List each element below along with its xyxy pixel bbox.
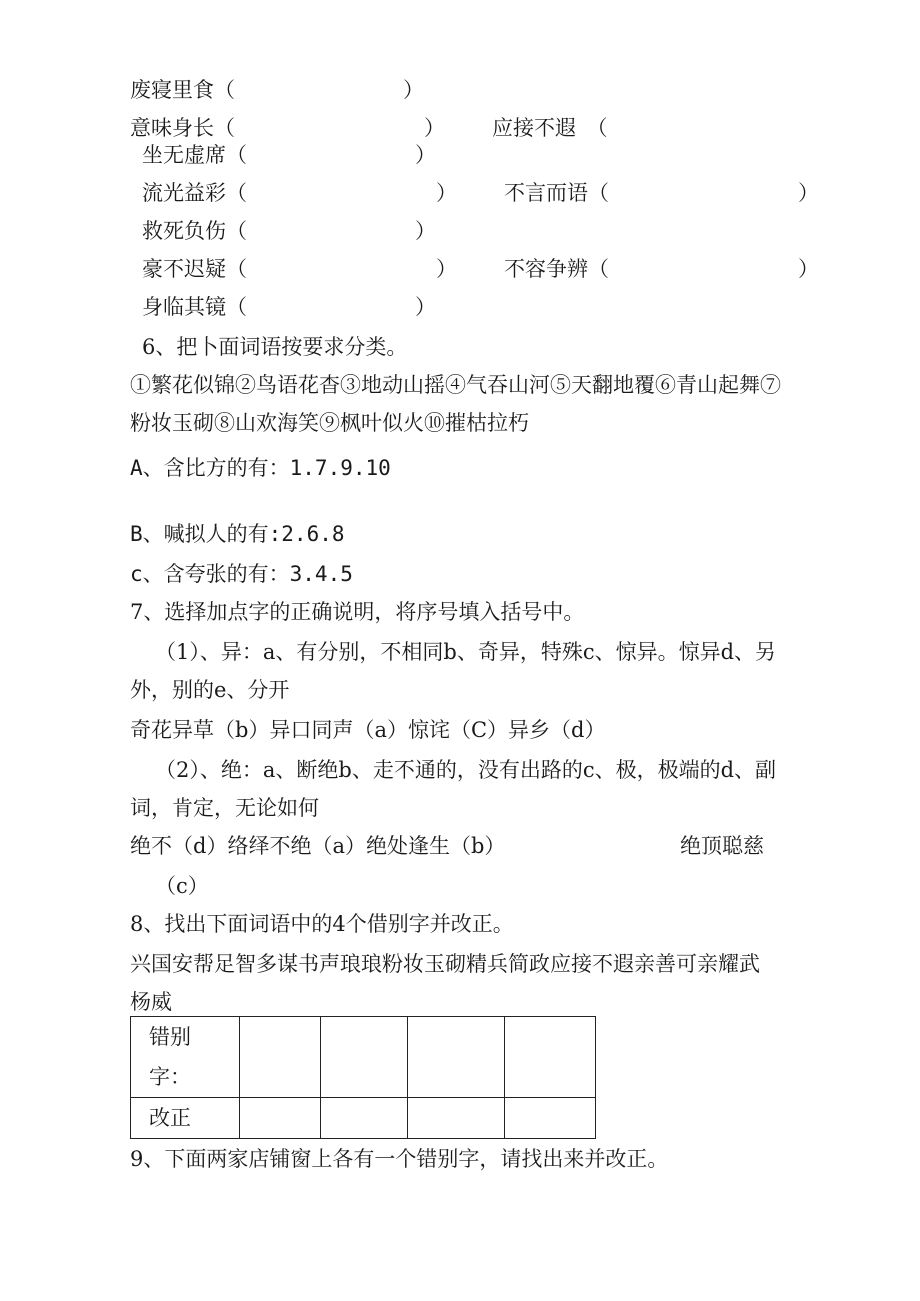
idiom-6b: 不容争辨（ ） — [504, 257, 819, 281]
correction-cell-4[interactable] — [505, 1098, 596, 1139]
q7-heading: 7、选择加点字的正确说明，将序号填入括号中。 — [130, 600, 585, 624]
q7-part2-line1: （2）、绝：a、断绝b、走不通的，没有出路的c、极，极端的d、副 — [155, 758, 777, 782]
q8-heading: 8、找出下面词语中的4个借别字并改正。 — [130, 912, 514, 936]
wrong-char-cell-2[interactable] — [321, 1017, 408, 1098]
q7-part2-answer-end: （c） — [155, 874, 209, 898]
q6-answer-b: B、喊拟人的有:2.6.8 — [130, 522, 345, 546]
correction-cell-3[interactable] — [408, 1098, 505, 1139]
q6-answer-c: c、含夸张的有：3.4.5 — [130, 562, 353, 586]
table-label-correction: 改正 — [131, 1098, 240, 1139]
correction-cell-1[interactable] — [240, 1098, 321, 1139]
wrong-char-cell-3[interactable] — [408, 1017, 505, 1098]
q7-part1-answer: 奇花异草（b）异口同声（a）惊诧（C）异乡（d） — [130, 718, 606, 742]
idiom-3: 坐无虚席（ ） — [142, 143, 436, 167]
wrong-char-cell-1[interactable] — [240, 1017, 321, 1098]
q8-line1: 兴国安帮足智多谋书声琅琅粉妆玉砌精兵简政应接不遐亲善可亲耀武 — [130, 952, 760, 976]
q7-part2-line2: 词，肯定，无论如何 — [130, 796, 319, 820]
q8-line2: 杨威 — [130, 990, 172, 1014]
correction-cell-2[interactable] — [321, 1098, 408, 1139]
q6-line2: 粉妆玉砌⑧山欢海笑⑨枫叶似火⑩摧枯拉朽 — [130, 411, 529, 435]
q6-heading: 6、把卜面词语按要求分类。 — [142, 335, 408, 359]
q9-heading: 9、下面两家店铺窗上各有一个错别字，请找出来并改正。 — [130, 1147, 669, 1171]
idiom-6a: 豪不迟疑（ ） — [142, 257, 457, 281]
idiom-1: 废寝里食（ ） — [130, 78, 424, 102]
idiom-4b: 不言而语（ ） — [504, 181, 819, 205]
idiom-2b: 应接不遐 （ — [492, 116, 608, 140]
idiom-2a: 意味身长（ ） — [130, 116, 445, 140]
q7-part2-answer: 绝不（d）络绎不绝（a）绝处逢生（b） — [130, 834, 506, 858]
idiom-5: 救死负伤（ ） — [142, 219, 436, 243]
q6-answer-a: A、含比方的有：1.7.9.10 — [130, 456, 391, 480]
q7-part1-line1: （1）、异：a、有分别，不相同b、奇异，特殊c、惊异。惊异d、另 — [155, 640, 777, 664]
correction-table — [130, 1016, 596, 1139]
wrong-char-cell-4[interactable] — [505, 1017, 596, 1098]
q7-part2-answer-right: 绝顶聪慈 — [680, 834, 764, 858]
q7-part1-line2: 外，别的e、分开 — [130, 678, 290, 702]
table-label-wrong-chars: 错别 字： — [131, 1017, 240, 1098]
idiom-7: 身临其镜（ ） — [142, 295, 436, 319]
q6-line1: ①繁花似锦②鸟语花杳③地动山摇④气吞山河⑤天翻地覆⑥青山起舞⑦ — [130, 373, 781, 397]
idiom-4a: 流光益彩（ ） — [142, 181, 457, 205]
